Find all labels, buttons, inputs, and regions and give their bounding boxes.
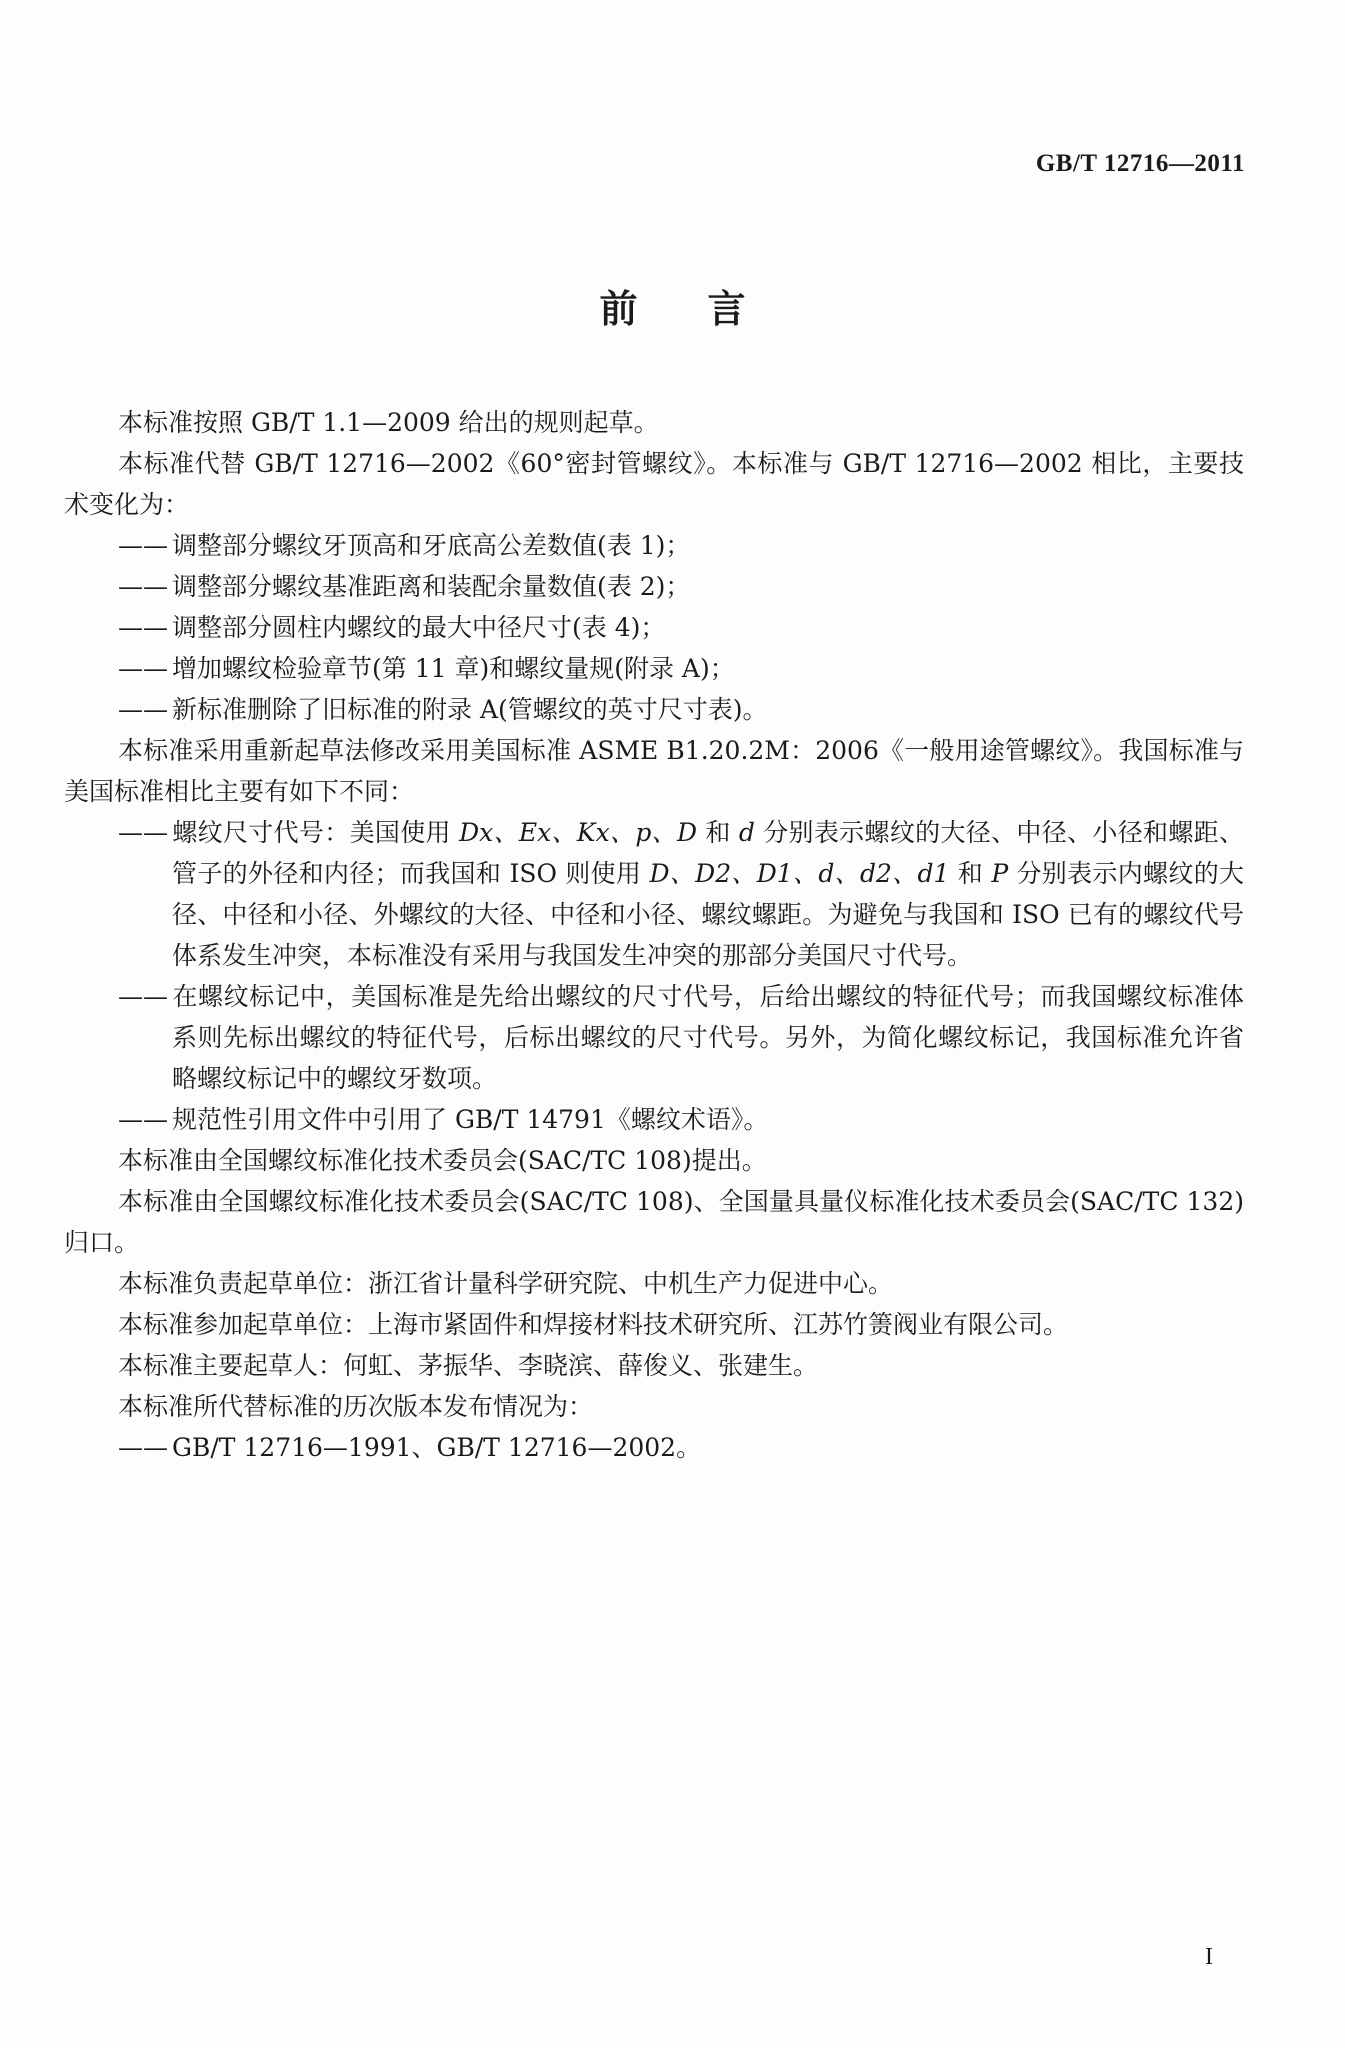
symbol-d: d (738, 818, 755, 847)
difference-text: 分别表示内螺纹的大径、中径和小径、外螺纹的大径、中径和小径、螺纹螺距。为避免与我国和 ISO 已有的螺纹代号体系发生冲突，本标准没有采用与我国发生冲突的那部分美国尺寸代号。 (172, 859, 1245, 970)
paragraph-participating-units: 本标准参加起草单位：上海市紧固件和焊接材料技术研究所、江苏竹箦阀业有限公司。 (118, 1310, 1069, 1339)
difference-text: 和 (949, 859, 992, 888)
difference-text: 规范性引用文件中引用了 GB/T 14791《螺纹术语》。 (172, 1105, 769, 1134)
change-item (64, 648, 1244, 689)
difference-item (64, 976, 1244, 1099)
paragraph-proposed-by: 本标准由全国螺纹标准化技术委员会(SAC/TC 108)提出。 (118, 1146, 767, 1175)
difference-item (64, 1099, 1244, 1140)
dash-mark: —— (118, 613, 168, 642)
change-item-text: 调整部分圆柱内螺纹的最大中径尺寸(表 4)； (172, 613, 666, 642)
dash-mark: —— (118, 531, 168, 560)
paragraph-drafting-rules: 本标准按照 GB/T 1.1—2009 给出的规则起草。 (118, 408, 659, 437)
change-item-text: 增加螺纹检验章节(第 11 章)和螺纹量规(附录 A)； (172, 654, 735, 683)
paragraph-adoption: 本标准采用重新起草法修改采用美国标准 ASME B1.20.2M：2006《一般用途管螺纹》。我国标准与美国标准相比主要有如下不同： (64, 736, 1244, 806)
dash-mark: —— (118, 654, 168, 683)
dash-mark: —— (118, 572, 168, 601)
difference-text: 和 (697, 818, 739, 847)
dash-mark: —— (118, 818, 168, 847)
change-item (64, 566, 1244, 607)
paragraph-replacement: 本标准代替 GB/T 12716—2002《60°密封管螺纹》。本标准与 GB/T 12716—2002 相比，主要技术变化为： (64, 449, 1244, 519)
dash-mark: —— (118, 695, 168, 724)
foreword-body (64, 402, 1244, 1468)
difference-text: 分别表示螺纹的大径、中径、小径和螺距、管子的外径和内径；而我国和 ISO 则使用 (172, 818, 1245, 888)
history-text: GB/T 12716—1991、GB/T 12716—2002。 (172, 1433, 702, 1462)
page-title: 前言 (599, 287, 816, 331)
change-item-text: 调整部分螺纹基准距离和装配余量数值(表 2)； (172, 572, 691, 601)
change-item (64, 525, 1244, 566)
us-symbols: Dx、Ex、Kx、p、D (459, 818, 698, 847)
dash-mark: —— (118, 1105, 168, 1134)
change-item (64, 689, 1244, 730)
paragraph-drafting-unit: 本标准负责起草单位：浙江省计量科学研究院、中机生产力促进中心。 (118, 1269, 894, 1298)
change-item-text: 调整部分螺纹牙顶高和牙底高公差数值(表 1)； (172, 531, 691, 560)
page-number: I (1205, 1944, 1213, 1970)
document-code: GB/T 12716—2011 (1035, 150, 1245, 177)
difference-text: 在螺纹标记中，美国标准是先给出螺纹的尺寸代号，后给出螺纹的特征代号；而我国螺纹标准体系则先标出螺纹的特征代号，后标出螺纹的尺寸代号。另外，为简化螺纹标记，我国标准允许省略螺纹标记中的螺纹牙数项。 (172, 982, 1244, 1093)
history-item (64, 1427, 1244, 1468)
paragraph-drafters: 本标准主要起草人：何虹、茅振华、李晓滨、薛俊义、张建生。 (118, 1351, 819, 1380)
cn-symbols: D、D2、D1、d、d2、d1 (649, 859, 950, 888)
difference-item (64, 812, 1244, 976)
difference-text: 螺纹尺寸代号：美国使用 (172, 818, 460, 847)
symbol-p: P (991, 859, 1009, 888)
paragraph-administered-by: 本标准由全国螺纹标准化技术委员会(SAC/TC 108)、全国量具量仪标准化技术委员会(SAC/TC 132)归口。 (64, 1187, 1244, 1257)
paragraph-history-intro: 本标准所代替标准的历次版本发布情况为： (118, 1392, 594, 1421)
dash-mark: —— (118, 1433, 168, 1462)
change-item (64, 607, 1244, 648)
change-item-text: 新标准删除了旧标准的附录 A(管螺纹的英寸尺寸表)。 (172, 695, 768, 724)
dash-mark: —— (118, 982, 168, 1011)
